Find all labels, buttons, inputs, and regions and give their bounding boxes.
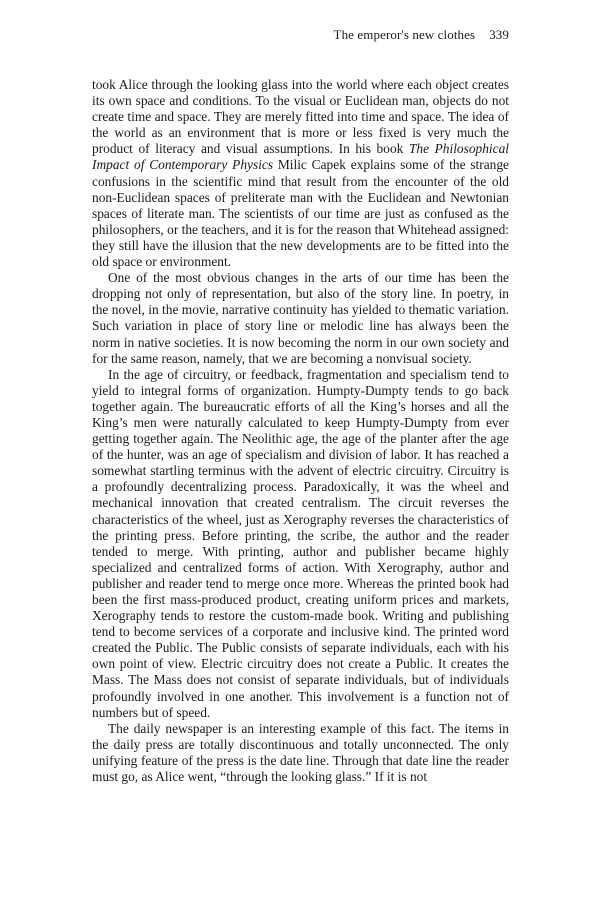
body-text (92, 77, 509, 785)
running-head (92, 27, 509, 43)
page-number: 339 (489, 27, 509, 42)
paragraph: In the age of circuitry, or feedback, fragmentation and specialism tend to yield to integral forms of organization. Humpty-Dumpty tends to go back together again. The bureaucratic efforts of all the King’s horses and all the King’s men were naturally calculated to keep Humpty-Dumpty from ever getting together again. The Neolithic age, the age of the planter after the age of the hunter, was an age of specialism and division of labor. It has reached a somewhat startling terminus with the advent of electric circuitry. Circuitry is a profoundly decentralizing process. Paradoxically, it was the wheel and mechanical innovation that created centralism. The circuit reverses the characteristics of the wheel, just as Xerography reverses the characteristics of the printing press. Before printing, the scribe, the author and the reader tended to merge. With printing, author and publisher became highly specialized and centralized forms of action. With Xerography, author and publisher and reader tend to merge once more. Whereas the printed book had been the first mass-produced product, creating uniform prices and markets, Xerography tends to restore the custom-made book. Writing and publishing tend to become services of a corporate and inclusive kind. The printed word created the Public. The Public consists of separate individuals, each with his own point of view. Electric circuitry does not create a Public. It creates the Mass. The Mass does not consist of separate individuals, but of individuals profoundly involved in one another. This involvement is a function not of numbers but of speed. (92, 366, 509, 720)
paragraph-text: took Alice through the looking glass into the world where each object creates its own space and conditions. To the visual or Euclidean man, objects do not create time and space. They are merely fitted into time and space. The idea of the world as an environment that is more or less fixed is very much the product of literacy and visual assumptions. In his book (92, 77, 509, 157)
paragraph (92, 77, 509, 270)
paragraph: The daily newspaper is an interesting example of this fact. The items in the daily press are totally discontinuous and totally unconnected. The only unifying feature of the press is the date line. Through that date line the reader must go, as Alice went, “through the looking glass.” If it is not (92, 720, 509, 785)
paragraph-text: Milic Capek explains some of the strange confusions in the scientific mind that result from the encounter of the old non-Euclidean spaces of preliterate man with the Euclidean and Newtonian spaces of literate man. The scientists of our time are just as confused as the philosophers, or the teachers, and it is for the reason that Whitehead assigned: they still have the illusion that the new developments are to be fitted into the old space or environment. (92, 157, 509, 270)
book-title: The Philosophical Impact of Contemporary Physics (92, 141, 509, 173)
running-head-title: The emperor's new clothes (333, 27, 476, 42)
paragraph: One of the most obvious changes in the arts of our time has been the dropping not only of representation, but also of the story line. In poetry, in the novel, in the movie, narrative continuity has yielded to thematic variation. Such variation in place of story line or melodic line has always been the norm in native societies. It is now becoming the norm in our own society and for the same reason, namely, that we are becoming a nonvisual society. (92, 270, 509, 366)
